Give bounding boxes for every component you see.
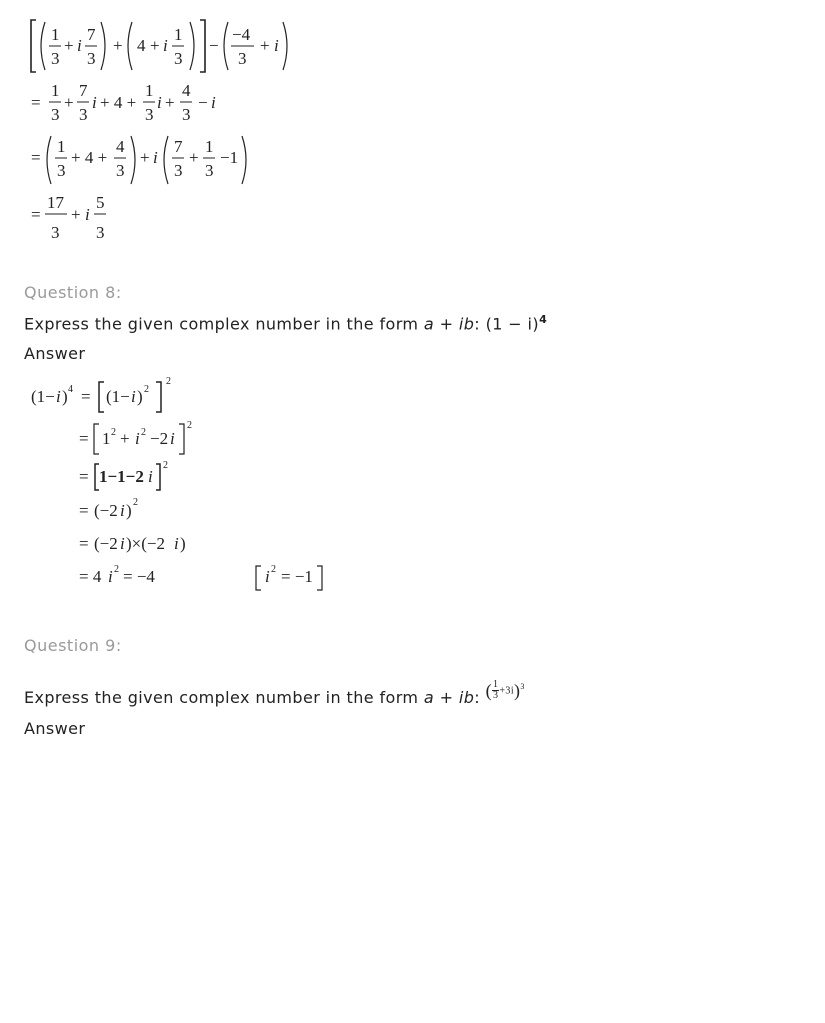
svg-text:1: 1 — [174, 25, 183, 44]
svg-text:2: 2 — [141, 427, 146, 438]
svg-text:3: 3 — [145, 105, 154, 124]
svg-text:): ) — [62, 387, 68, 406]
svg-text:+: + — [71, 205, 81, 224]
question-8-expression: (1 − i) — [485, 314, 540, 334]
svg-text:=: = — [79, 429, 89, 448]
svg-text:+ 4 +: + 4 + — [71, 148, 108, 167]
svg-text:= −4: = −4 — [123, 567, 155, 586]
svg-text:+ 4 +: + 4 + — [100, 93, 137, 112]
svg-text:i: i — [265, 567, 270, 586]
svg-text:= −1: = −1 — [281, 567, 313, 586]
svg-text:2: 2 — [114, 564, 119, 575]
question-9-expression: ( $\frac{1}{3}$ +3i)$^3$ — [485, 678, 525, 702]
svg-text:1: 1 — [102, 429, 111, 448]
svg-text:2: 2 — [144, 384, 149, 395]
svg-text:i: i — [135, 429, 140, 448]
svg-text:3: 3 — [51, 223, 60, 242]
svg-text:3: 3 — [96, 223, 105, 242]
svg-text:2: 2 — [133, 497, 138, 508]
svg-text:(1−: (1− — [106, 387, 130, 406]
svg-text:i: i — [274, 36, 279, 55]
svg-text:+: + — [113, 36, 123, 55]
svg-text:=: = — [79, 467, 89, 486]
svg-text:3: 3 — [57, 161, 66, 180]
q9-numerator: 1 — [492, 678, 499, 690]
svg-text:=: = — [31, 148, 41, 167]
solution-line-3 — [31, 136, 246, 184]
svg-text:+: + — [64, 36, 74, 55]
svg-text:7: 7 — [87, 25, 96, 44]
svg-text:+: + — [260, 36, 270, 55]
solution-line-1 — [31, 20, 287, 72]
svg-text:): ) — [180, 534, 186, 553]
question-8-exponent: 4 — [539, 313, 548, 326]
svg-text:+: + — [64, 93, 74, 112]
svg-text:3: 3 — [174, 161, 183, 180]
q8-step-6 — [79, 564, 155, 586]
svg-text:1: 1 — [57, 137, 66, 156]
svg-text:2: 2 — [187, 420, 192, 431]
q8-step-4 — [79, 497, 138, 520]
q9-exponent: 3 — [520, 681, 525, 691]
svg-text:=: = — [81, 387, 91, 406]
q8-step-5 — [79, 534, 186, 553]
svg-text:+: + — [189, 148, 199, 167]
svg-text:(1−: (1− — [31, 387, 55, 406]
question-9-text — [24, 678, 525, 712]
q8-step-1 — [31, 376, 171, 412]
svg-text:3: 3 — [87, 49, 96, 68]
form-plus: + — [434, 314, 459, 334]
svg-text:1: 1 — [51, 81, 60, 100]
svg-text:i: i — [157, 93, 162, 112]
solution-line-4 — [31, 193, 106, 242]
question-8-prefix: Express the given complex number in the form — [24, 314, 424, 334]
q8-step-3 — [79, 460, 168, 490]
svg-text:(−2: (−2 — [94, 534, 118, 553]
question-8-heading: Question 8: — [24, 283, 122, 302]
svg-text:1−1−2: 1−1−2 — [99, 467, 144, 486]
svg-text:2: 2 — [163, 460, 168, 471]
svg-text:3: 3 — [51, 105, 60, 124]
form-ib: ib — [458, 314, 475, 334]
svg-text:)×(−2: )×(−2 — [126, 534, 165, 553]
svg-text:i: i — [211, 93, 216, 112]
svg-text:3: 3 — [205, 161, 214, 180]
svg-text:i: i — [120, 501, 125, 520]
svg-text:=: = — [31, 205, 41, 224]
question-8-text — [24, 313, 547, 333]
svg-text:i: i — [56, 387, 61, 406]
form-a: a — [423, 688, 435, 707]
svg-text:5: 5 — [96, 193, 105, 212]
form-colon: : — [474, 314, 486, 334]
svg-text:3: 3 — [79, 105, 88, 124]
svg-text:i: i — [92, 93, 97, 112]
question-8-solution-math — [0, 372, 360, 600]
svg-text:7: 7 — [79, 81, 88, 100]
svg-text:3: 3 — [51, 49, 60, 68]
q9-denominator: 3 — [492, 690, 499, 702]
svg-text:1: 1 — [145, 81, 154, 100]
question-9-answer-label: Answer — [24, 719, 86, 738]
svg-text:3: 3 — [174, 49, 183, 68]
svg-text:4: 4 — [116, 137, 125, 156]
svg-text:i: i — [174, 534, 179, 553]
form-plus: + — [434, 688, 459, 707]
svg-text:= 4: = 4 — [79, 567, 102, 586]
svg-text:2: 2 — [271, 564, 276, 575]
svg-text:=: = — [79, 534, 89, 553]
question-9-prefix: Express the given complex number in the form — [24, 688, 424, 707]
svg-text:i: i — [163, 36, 168, 55]
previous-solution-math — [0, 0, 420, 260]
svg-text:−: − — [209, 36, 219, 55]
q8-step-2 — [79, 420, 192, 454]
svg-text:i: i — [170, 429, 175, 448]
svg-text:+: + — [165, 93, 175, 112]
svg-text:7: 7 — [174, 137, 183, 156]
svg-text:i: i — [77, 36, 82, 55]
svg-text:i: i — [153, 148, 158, 167]
question-8-answer-label: Answer — [24, 344, 86, 363]
svg-text:−2: −2 — [150, 429, 169, 448]
svg-text:2: 2 — [166, 376, 171, 387]
svg-text:2: 2 — [111, 427, 116, 438]
svg-text:i: i — [108, 567, 113, 586]
svg-text:4: 4 — [68, 384, 73, 395]
question-9-heading: Question 9: — [24, 636, 122, 655]
svg-text:−: − — [198, 93, 208, 112]
svg-text:+: + — [140, 148, 150, 167]
form-colon: : — [474, 688, 486, 707]
svg-text:=: = — [31, 93, 41, 112]
svg-text:): ) — [126, 501, 132, 520]
svg-text:i: i — [85, 205, 90, 224]
svg-text:=: = — [79, 501, 89, 520]
svg-text:4: 4 — [137, 36, 146, 55]
svg-text:3: 3 — [238, 49, 247, 68]
q9-expr-rest: +3i — [499, 685, 514, 697]
svg-text:+: + — [150, 36, 160, 55]
form-a: a — [423, 314, 435, 334]
svg-text:1: 1 — [205, 137, 214, 156]
svg-text:i: i — [131, 387, 136, 406]
svg-text:17: 17 — [47, 193, 64, 212]
svg-text:i: i — [120, 534, 125, 553]
form-ib: ib — [458, 688, 475, 707]
svg-text:−4: −4 — [232, 25, 251, 44]
svg-text:1: 1 — [51, 25, 60, 44]
q8-note — [256, 564, 322, 590]
svg-text:i: i — [148, 467, 153, 486]
svg-text:4: 4 — [182, 81, 191, 100]
svg-text:3: 3 — [116, 161, 125, 180]
svg-text:(−2: (−2 — [94, 501, 118, 520]
svg-text:): ) — [137, 387, 143, 406]
svg-text:−1: −1 — [220, 148, 239, 167]
solution-line-2 — [31, 81, 216, 124]
svg-text:+: + — [120, 429, 130, 448]
svg-text:3: 3 — [182, 105, 191, 124]
